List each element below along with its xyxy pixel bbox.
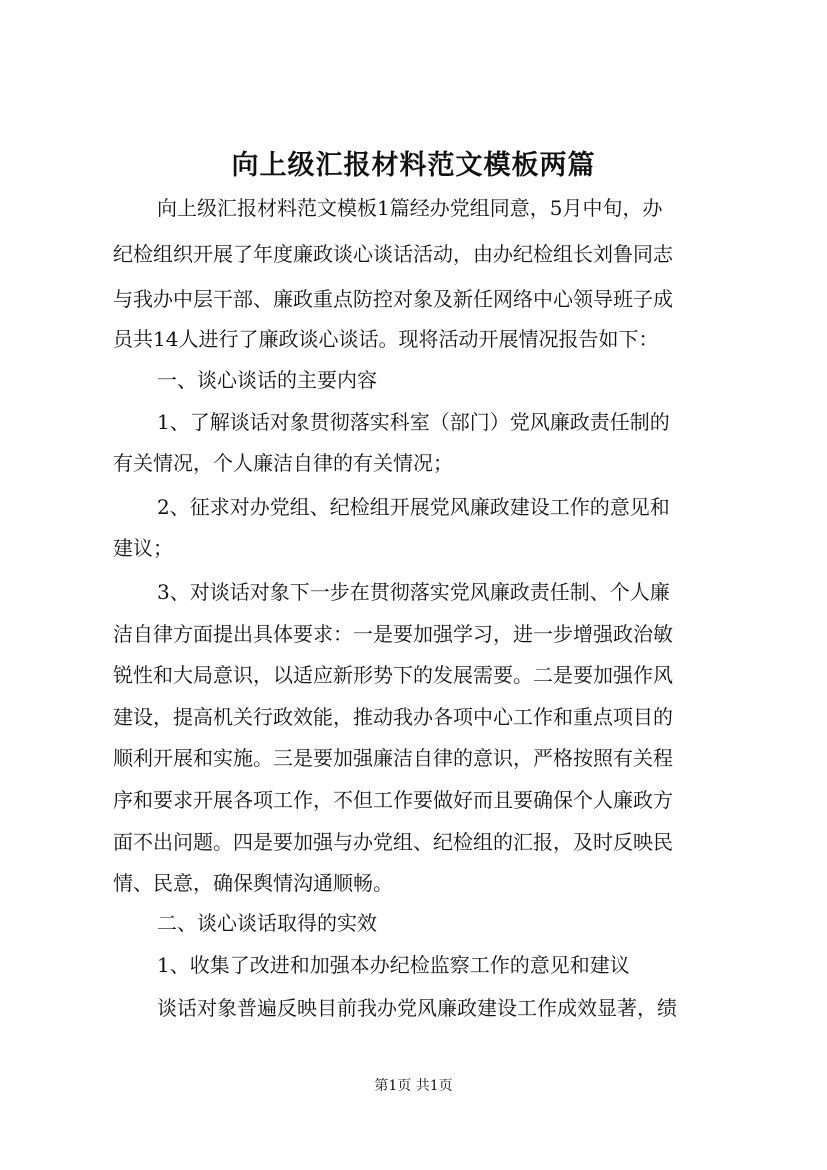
body-line: 序和要求开展各项工作，不但工作要做好而且要确保个人廉政方 xyxy=(113,788,673,812)
body-line: 2、征求对办党组、纪检组开展党风廉政建设工作的意见和 xyxy=(157,495,670,519)
page-footer: 第1页 共1页 xyxy=(374,1078,453,1094)
body-line: 1、了解谈话对象贯彻落实科室（部门）党风廉政责任制的 xyxy=(157,410,670,434)
body-line: 建设，提高机关行政效能，推动我办各项中心工作和重点项目的 xyxy=(113,705,673,729)
body-line: 顺利开展和实施。三是要加强廉洁自律的意识，严格按照有关程 xyxy=(113,746,673,770)
body-line: 与我办中层干部、廉政重点防控对象及新任网络中心领导班子成 xyxy=(113,287,673,311)
body-line: 锐性和大局意识，以适应新形势下的发展需要。二是要加强作风 xyxy=(113,663,673,687)
document-title: 向上级汇报材料范文模板两篇 xyxy=(231,150,596,181)
body-line: 向上级汇报材料范文模板1篇经办党组同意，5月中旬，办 xyxy=(157,196,663,220)
body-line: 谈话对象普遍反映目前我办党风廉政建设工作成效显著，绩 xyxy=(157,996,677,1020)
section-heading: 一、谈心谈话的主要内容 xyxy=(157,368,377,392)
body-line: 有关情况，个人廉洁自律的有关情况； xyxy=(113,451,453,475)
section-heading: 二、谈心谈话取得的实效 xyxy=(157,911,377,935)
body-line: 纪检组织开展了年度廉政谈心谈话活动，由办纪检组长刘鲁同志 xyxy=(113,242,673,266)
body-line: 面不出问题。四是要加强与办党组、纪检组的汇报，及时反映民 xyxy=(113,830,673,854)
body-line: 员共14人进行了廉政谈心谈话。现将活动开展情况报告如下： xyxy=(113,327,659,351)
body-line: 洁自律方面提出具体要求：一是要加强学习，进一步增强政治敏 xyxy=(113,622,673,646)
body-line: 情、民意，确保舆情沟通顺畅。 xyxy=(113,871,393,895)
subsection-heading: 1、收集了改进和加强本办纪检监察工作的意见和建议 xyxy=(157,953,630,977)
body-line: 3、对谈话对象下一步在贯彻落实党风廉政责任制、个人廉 xyxy=(157,580,670,604)
body-line: 建议； xyxy=(113,536,173,560)
